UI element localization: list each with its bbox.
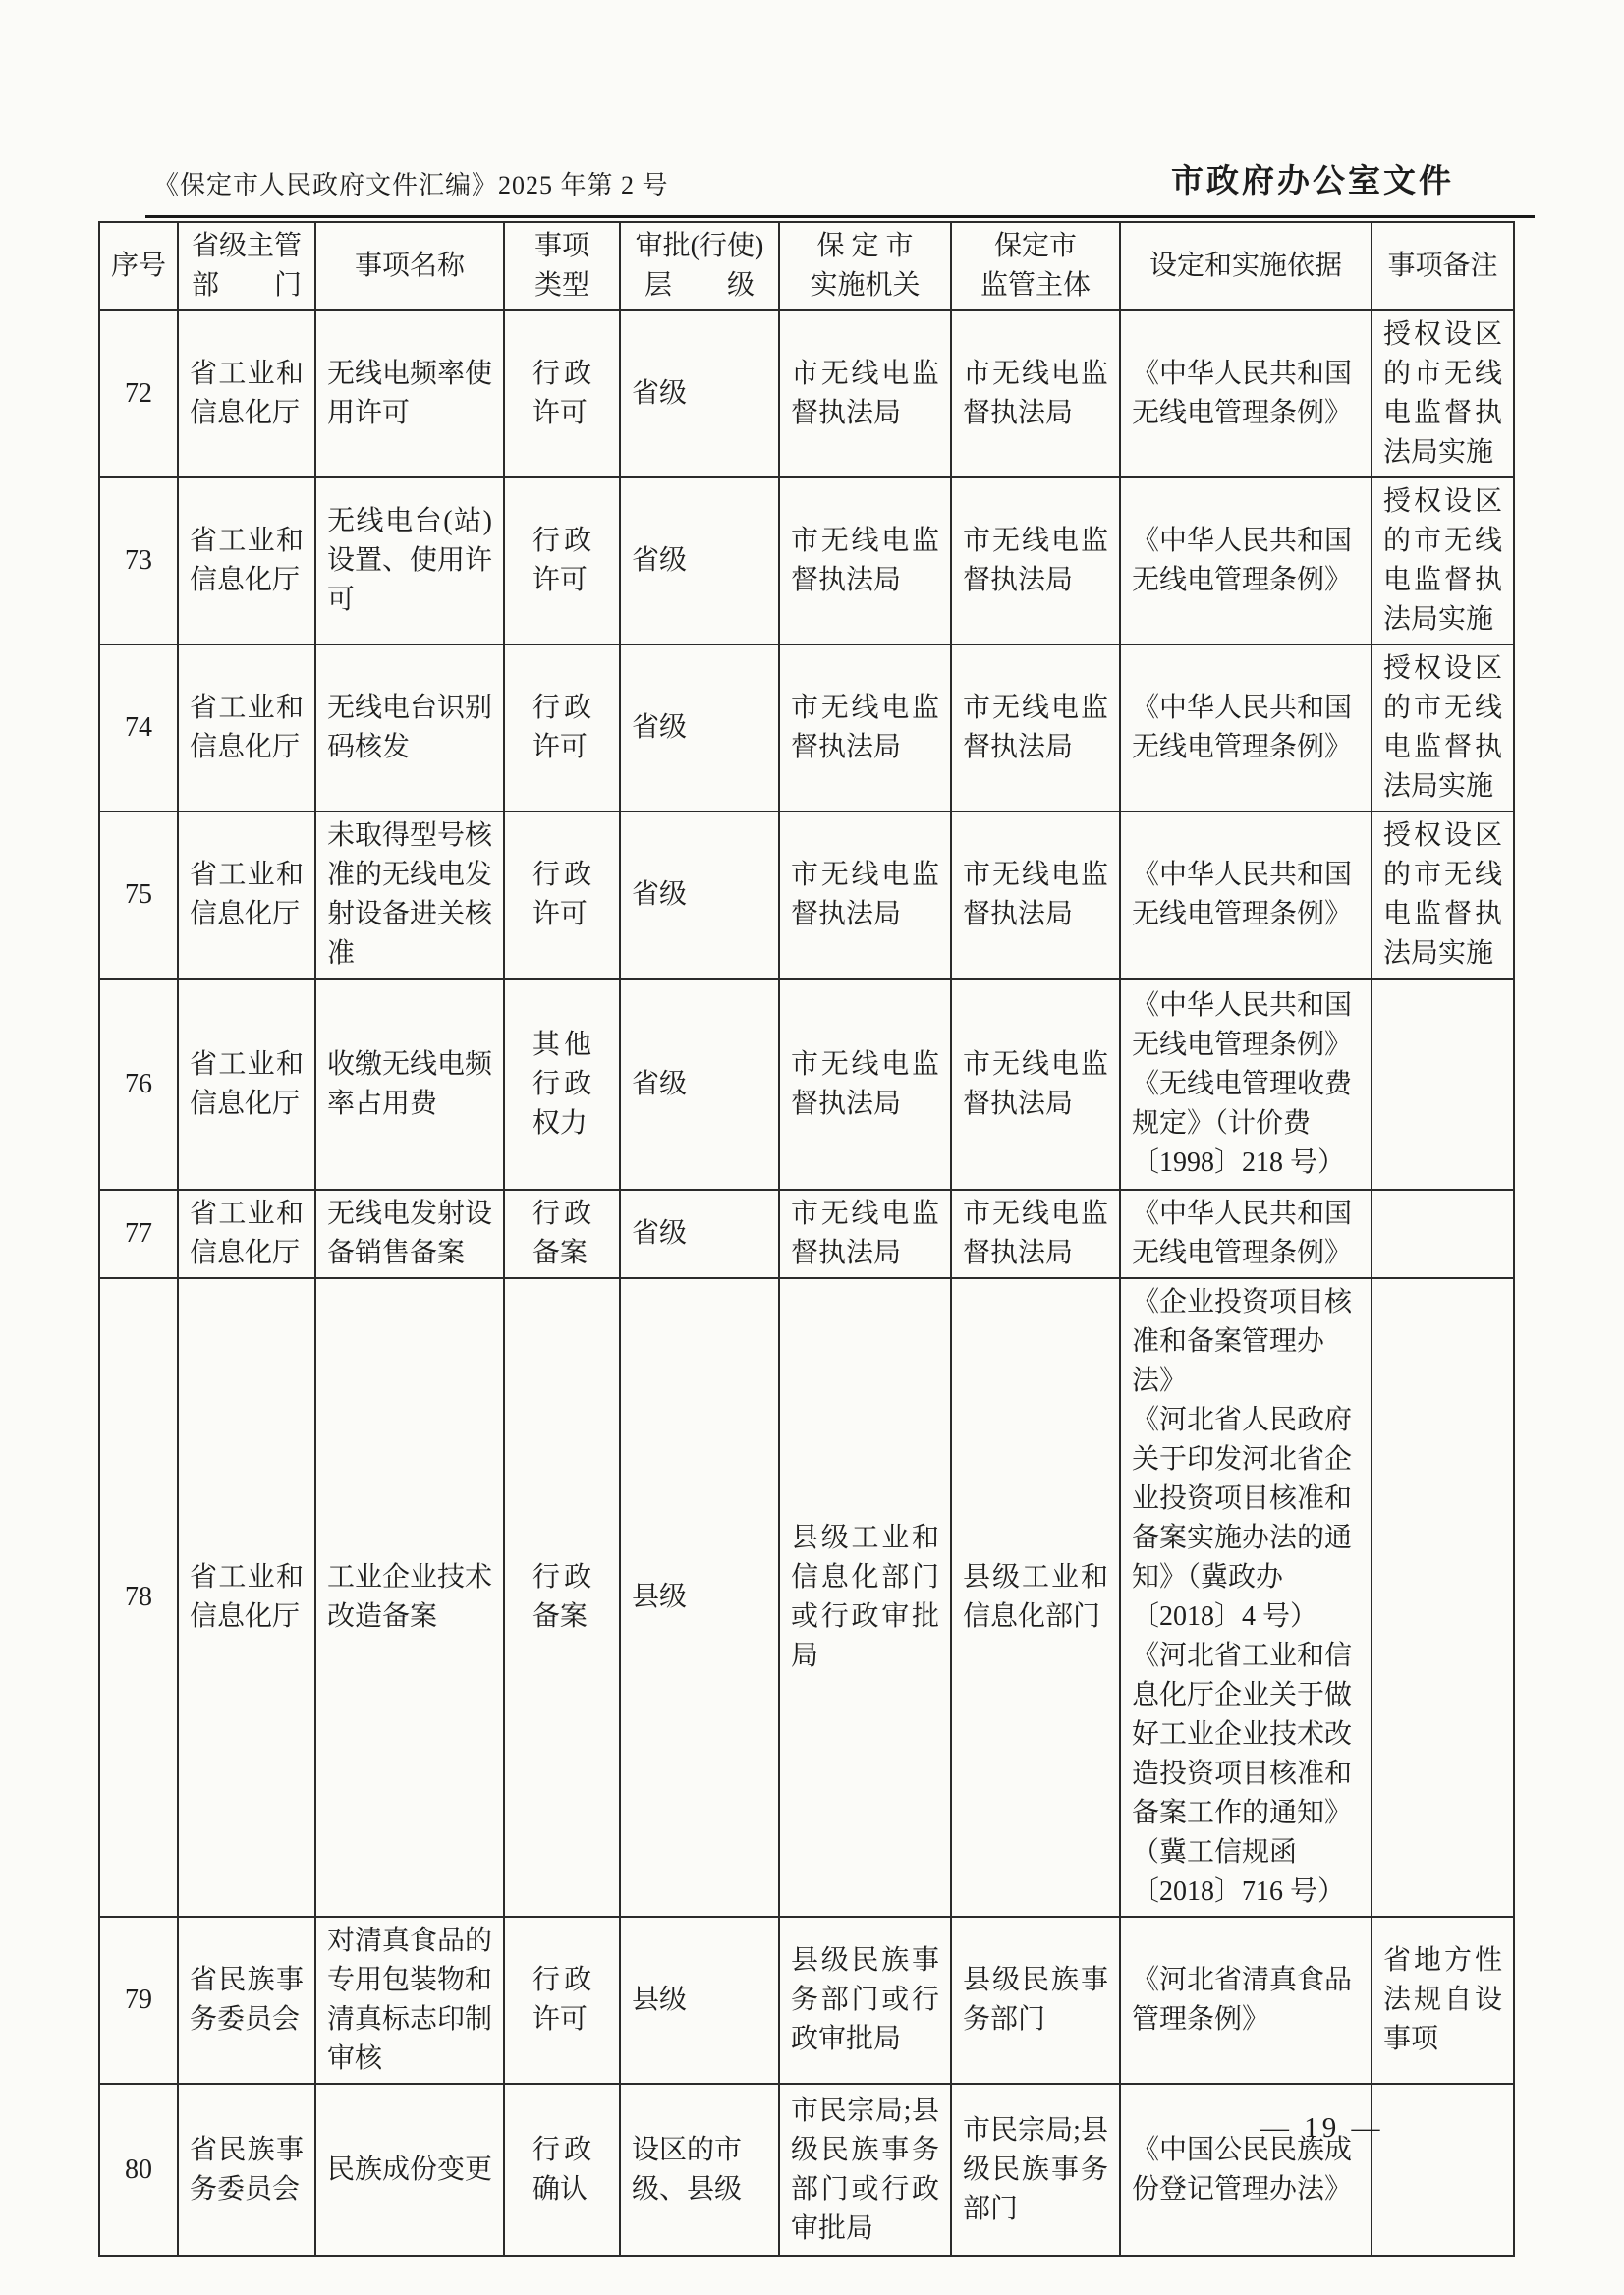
row-75-level: 省级: [620, 812, 779, 979]
compilation-title: 《保定市人民政府文件汇编》2025 年第 2 号: [153, 171, 669, 199]
col-header-level: [620, 222, 779, 310]
row-80-basis: [1120, 2084, 1372, 2256]
table-header-row: [99, 222, 1514, 310]
col-header-dept-line2: 部 门: [191, 270, 302, 301]
table-row: [99, 979, 1514, 1190]
approval-items-table: [98, 221, 1515, 2257]
row-73-name: 无线电台(站)设置、使用许可: [315, 477, 504, 644]
row-77-basis: [1120, 1190, 1372, 1278]
row-74-type-text: 行政许可: [532, 693, 592, 762]
row-75-supervisor: 市无线电监督执法局: [951, 812, 1120, 979]
row-80-implementer: 市民宗局;县级民族事务部门或行政审批局: [779, 2084, 951, 2256]
table-row: [99, 310, 1514, 477]
row-78-basis: [1120, 1278, 1372, 1917]
col-header-name: 事项名称: [315, 222, 504, 310]
row-76-name: 收缴无线电频率占用费: [315, 979, 504, 1190]
col-header-implementer: [779, 222, 951, 310]
row-75-dept: 省工业和信息化厅: [178, 812, 315, 979]
row-75-basis-item: 《中华人民共和国无线电管理条例》: [1132, 860, 1353, 929]
col-header-level-line1: 审批(行使): [635, 231, 764, 261]
row-80-type-text: 行政确认: [532, 2134, 592, 2205]
row-74-supervisor: 市无线电监督执法局: [951, 644, 1120, 812]
row-73-basis-item: 《中华人民共和国无线电管理条例》: [1132, 526, 1353, 595]
row-73-remark: 授权设区的市无线电监督执法局实施: [1372, 477, 1514, 644]
row-73-type: [504, 477, 620, 644]
row-79-basis: [1120, 1917, 1372, 2084]
row-72-remark: 授权设区的市无线电监督执法局实施: [1372, 310, 1514, 477]
row-79-type: [504, 1917, 620, 2084]
row-76-basis: [1120, 979, 1372, 1190]
row-80-name: 民族成份变更: [315, 2084, 504, 2256]
row-76-implementer: 市无线电监督执法局: [779, 979, 951, 1190]
row-79-dept: 省民族事务委员会: [178, 1917, 315, 2084]
row-78-dept: 省工业和信息化厅: [178, 1278, 315, 1917]
row-74-type: [504, 644, 620, 812]
row-80-type: [504, 2084, 620, 2256]
col-header-remark: 事项备注: [1372, 222, 1514, 310]
row-77-level: 省级: [620, 1190, 779, 1278]
row-74-remark: 授权设区的市无线电监督执法局实施: [1372, 644, 1514, 812]
row-79-level: 县级: [620, 1917, 779, 2084]
table-row: [99, 2084, 1514, 2256]
row-73-index: 73: [99, 477, 178, 644]
col-header-supervisor-line1: 保定市: [993, 231, 1077, 261]
row-75-index: 75: [99, 812, 178, 979]
row-74-basis-item: 《中华人民共和国无线电管理条例》: [1132, 693, 1353, 762]
row-74-implementer: 市无线电监督执法局: [779, 644, 951, 812]
header-rule: [145, 215, 1535, 218]
row-77-dept: 省工业和信息化厅: [178, 1190, 315, 1278]
row-72-name: 无线电频率使用许可: [315, 310, 504, 477]
col-header-implementer-line1: 保 定 市: [816, 231, 914, 261]
row-79-supervisor: 县级民族事务部门: [951, 1917, 1120, 2084]
row-73-dept: 省工业和信息化厅: [178, 477, 315, 644]
row-73-level: 省级: [620, 477, 779, 644]
page-number: — 19 —: [1260, 2112, 1384, 2144]
row-78-implementer: 县级工业和信息化部门或行政审批局: [779, 1278, 951, 1917]
row-76-index: 76: [99, 979, 178, 1190]
row-79-index: 79: [99, 1917, 178, 2084]
row-77-name: 无线电发射设备销售备案: [315, 1190, 504, 1278]
row-76-basis-item: 《中华人民共和国无线电管理条例》: [1132, 989, 1353, 1060]
row-78-level: 县级: [620, 1278, 779, 1917]
col-header-dept: [178, 222, 315, 310]
table-row: [99, 812, 1514, 979]
row-72-index: 72: [99, 310, 178, 477]
row-72-type-text: 行政许可: [532, 359, 592, 428]
row-75-type-text: 行政许可: [532, 860, 592, 929]
row-73-supervisor: 市无线电监督执法局: [951, 477, 1120, 644]
row-73-type-text: 行政许可: [532, 526, 592, 595]
row-79-basis-item: 《河北省清真食品管理条例》: [1132, 1965, 1353, 2035]
col-header-type-line1: 事项: [533, 231, 589, 261]
row-79-type-text: 行政许可: [532, 1965, 592, 2035]
row-77-basis-item: 《中华人民共和国无线电管理条例》: [1132, 1199, 1353, 1268]
row-77-remark: [1372, 1190, 1514, 1278]
table-row: [99, 1190, 1514, 1278]
row-77-type: [504, 1190, 620, 1278]
row-80-basis-item: 《中国公民民族成份登记管理办法》: [1132, 2134, 1353, 2205]
row-76-basis-item: 《无线电管理收费规定》（计价费〔1998〕218 号）: [1132, 1068, 1353, 1178]
table-row: [99, 1278, 1514, 1917]
row-72-supervisor: 市无线电监督执法局: [951, 310, 1120, 477]
row-74-basis: [1120, 644, 1372, 812]
row-72-dept: 省工业和信息化厅: [178, 310, 315, 477]
col-header-dept-line1: 省级主管: [191, 231, 302, 261]
row-76-level: 省级: [620, 979, 779, 1190]
row-75-basis: [1120, 812, 1372, 979]
row-72-level: 省级: [620, 310, 779, 477]
table-row: [99, 1917, 1514, 2084]
row-76-type: [504, 979, 620, 1190]
row-78-supervisor: 县级工业和信息化部门: [951, 1278, 1120, 1917]
row-77-index: 77: [99, 1190, 178, 1278]
row-80-remark: [1372, 2084, 1514, 2256]
row-79-name: 对清真食品的专用包装物和清真标志印制审核: [315, 1917, 504, 2084]
table-row: [99, 644, 1514, 812]
row-75-name: 未取得型号核准的无线电发射设备进关核准: [315, 812, 504, 979]
col-header-type-line2: 类型: [533, 270, 589, 301]
row-76-supervisor: 市无线电监督执法局: [951, 979, 1120, 1190]
row-75-implementer: 市无线电监督执法局: [779, 812, 951, 979]
row-80-dept: 省民族事务委员会: [178, 2084, 315, 2256]
row-80-level: 设区的市级、县级: [620, 2084, 779, 2256]
row-75-remark: 授权设区的市无线电监督执法局实施: [1372, 812, 1514, 979]
row-79-implementer: 县级民族事务部门或行政审批局: [779, 1917, 951, 2084]
row-77-supervisor: 市无线电监督执法局: [951, 1190, 1120, 1278]
row-74-level: 省级: [620, 644, 779, 812]
row-78-basis-item: 《企业投资项目核准和备案管理办法》: [1132, 1287, 1353, 1396]
col-header-supervisor: [951, 222, 1120, 310]
row-79-remark: 省地方性法规自设事项: [1372, 1917, 1514, 2084]
row-73-basis: [1120, 477, 1372, 644]
row-75-type: [504, 812, 620, 979]
row-74-dept: 省工业和信息化厅: [178, 644, 315, 812]
row-74-name: 无线电台识别码核发: [315, 644, 504, 812]
row-80-index: 80: [99, 2084, 178, 2256]
table-row: [99, 477, 1514, 644]
row-78-remark: [1372, 1278, 1514, 1917]
row-78-type: [504, 1278, 620, 1917]
row-78-type-text: 行政备案: [532, 1562, 592, 1632]
row-76-remark: [1372, 979, 1514, 1190]
col-header-type: [504, 222, 620, 310]
row-77-implementer: 市无线电监督执法局: [779, 1190, 951, 1278]
row-77-type-text: 行政备案: [532, 1199, 592, 1268]
row-76-type-text: 其他行政权力: [532, 1029, 592, 1139]
col-header-level-line2: 层 级: [644, 270, 755, 301]
row-78-name: 工业企业技术改造备案: [315, 1278, 504, 1917]
row-78-basis-item: 《河北省人民政府关于印发河北省企业投资项目核准和备案实施办法的通知》（冀政办〔2018〕4 号）: [1132, 1405, 1353, 1632]
row-78-index: 78: [99, 1278, 178, 1917]
col-header-index: 序号: [99, 222, 178, 310]
col-header-basis: 设定和实施依据: [1120, 222, 1372, 310]
row-80-supervisor: 市民宗局;县级民族事务部门: [951, 2084, 1120, 2256]
col-header-supervisor-line2: 监管主体: [980, 270, 1091, 301]
row-72-implementer: 市无线电监督执法局: [779, 310, 951, 477]
row-78-basis-item: 《河北省工业和信息化厅企业关于做好工业企业技术改造投资项目核准和备案工作的通知》（冀工信规函〔2018〕716 号）: [1132, 1641, 1353, 1907]
row-72-type: [504, 310, 620, 477]
row-72-basis: [1120, 310, 1372, 477]
row-76-dept: 省工业和信息化厅: [178, 979, 315, 1190]
document-category-title: 市政府办公室文件: [1171, 164, 1454, 199]
row-72-basis-item: 《中华人民共和国无线电管理条例》: [1132, 359, 1353, 428]
col-header-implementer-line2: 实施机关: [810, 270, 921, 301]
row-74-index: 74: [99, 644, 178, 812]
row-73-implementer: 市无线电监督执法局: [779, 477, 951, 644]
